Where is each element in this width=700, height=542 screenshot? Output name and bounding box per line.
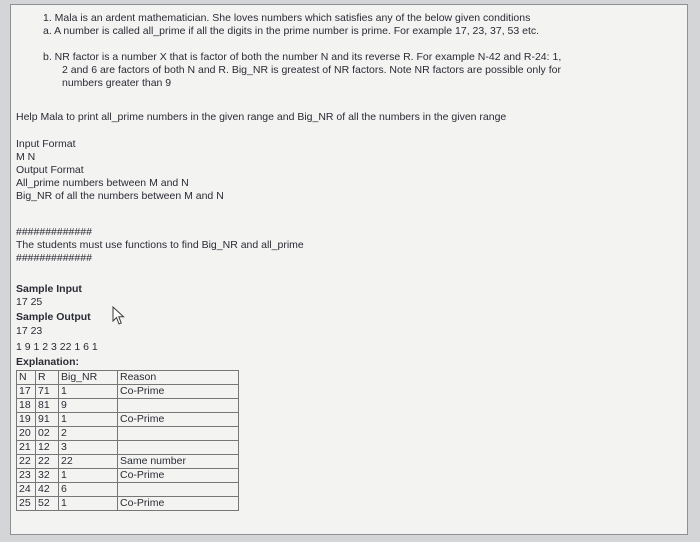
- table-cell: 23: [17, 469, 36, 483]
- table-cell: 18: [17, 399, 36, 413]
- table-cell: 19: [17, 413, 36, 427]
- explanation-table-body: [17, 371, 239, 511]
- table-cell: Co-Prime: [118, 497, 239, 511]
- sample-output-line-1: 17 23: [16, 325, 43, 337]
- help-text: Help Mala to print all_prime numbers in the given range and Big_NR of all the numbers in the given range: [16, 111, 507, 123]
- table-cell: Co-Prime: [118, 469, 239, 483]
- table-cell: 9: [59, 399, 118, 413]
- sample-output-heading: Sample Output: [16, 311, 91, 323]
- note-text: The students must use functions to find Big_NR and all_prime: [16, 239, 304, 251]
- table-row: [17, 469, 239, 483]
- mouse-pointer-icon: [112, 306, 126, 326]
- table-cell: 1: [59, 469, 118, 483]
- intro-condition-b-2: 2 and 6 are factors of both N and R. Big_NR is greatest of NR factors. Note NR factors are possible only for: [62, 64, 561, 76]
- intro-condition-a: a. A number is called all_prime if all the digits in the prime number is prime. For example 17, 23, 37, 53 etc.: [43, 25, 540, 37]
- table-cell: 12: [36, 441, 59, 455]
- table-cell: 02: [36, 427, 59, 441]
- table-cell: 3: [59, 441, 118, 455]
- table-cell: 52: [36, 497, 59, 511]
- table-cell: 1: [59, 497, 118, 511]
- output-format-line-2: Big_NR of all the numbers between M and N: [16, 190, 224, 202]
- table-cell: 71: [36, 385, 59, 399]
- table-cell: 1: [59, 413, 118, 427]
- table-cell: 24: [17, 483, 36, 497]
- table-cell: [118, 441, 239, 455]
- sample-output-line-2: 1 9 1 2 3 22 1 6 1: [16, 341, 98, 353]
- table-cell: [118, 399, 239, 413]
- table-cell: 25: [17, 497, 36, 511]
- table-row: [17, 385, 239, 399]
- input-format-value: M N: [16, 151, 36, 163]
- table-cell: 6: [59, 483, 118, 497]
- input-format-heading: Input Format: [16, 138, 76, 150]
- table-cell: Co-Prime: [118, 385, 239, 399]
- intro-line-1: 1. Mala is an ardent mathematician. She loves numbers which satisfies any of the below given conditions: [43, 12, 531, 24]
- table-cell: [118, 483, 239, 497]
- table-row: [17, 413, 239, 427]
- table-cell: 22: [59, 455, 118, 469]
- sample-input-heading: Sample Input: [16, 283, 82, 295]
- table-cell: N: [17, 371, 36, 385]
- table-row: [17, 497, 239, 511]
- table-cell: 20: [17, 427, 36, 441]
- table-cell: 21: [17, 441, 36, 455]
- note-hashes-top: #############: [16, 226, 92, 238]
- table-header-row: [17, 371, 239, 385]
- intro-condition-b-3: numbers greater than 9: [62, 77, 172, 89]
- table-cell: 22: [17, 455, 36, 469]
- table-row: [17, 427, 239, 441]
- intro-condition-b-1: b. NR factor is a number X that is factor of both the number N and its reverse R. For example N-42 and R-24: 1,: [43, 51, 562, 63]
- explanation-heading: Explanation:: [16, 356, 80, 368]
- table-cell: Same number: [118, 455, 239, 469]
- table-cell: R: [36, 371, 59, 385]
- table-cell: 1: [59, 385, 118, 399]
- table-cell: 32: [36, 469, 59, 483]
- note-hashes-bottom: #############: [16, 252, 92, 264]
- sample-input-value: 17 25: [16, 296, 43, 308]
- table-cell: 81: [36, 399, 59, 413]
- problem-document: [10, 4, 688, 535]
- table-cell: 2: [59, 427, 118, 441]
- table-cell: Reason: [118, 371, 239, 385]
- explanation-table: [16, 370, 239, 511]
- table-cell: Co-Prime: [118, 413, 239, 427]
- table-cell: 42: [36, 483, 59, 497]
- table-cell: 22: [36, 455, 59, 469]
- table-cell: 17: [17, 385, 36, 399]
- table-cell: 91: [36, 413, 59, 427]
- table-row: [17, 455, 239, 469]
- output-format-heading: Output Format: [16, 164, 84, 176]
- output-format-line-1: All_prime numbers between M and N: [16, 177, 189, 189]
- table-row: [17, 483, 239, 497]
- table-cell: [118, 427, 239, 441]
- table-row: [17, 399, 239, 413]
- table-cell: Big_NR: [59, 371, 118, 385]
- table-row: [17, 441, 239, 455]
